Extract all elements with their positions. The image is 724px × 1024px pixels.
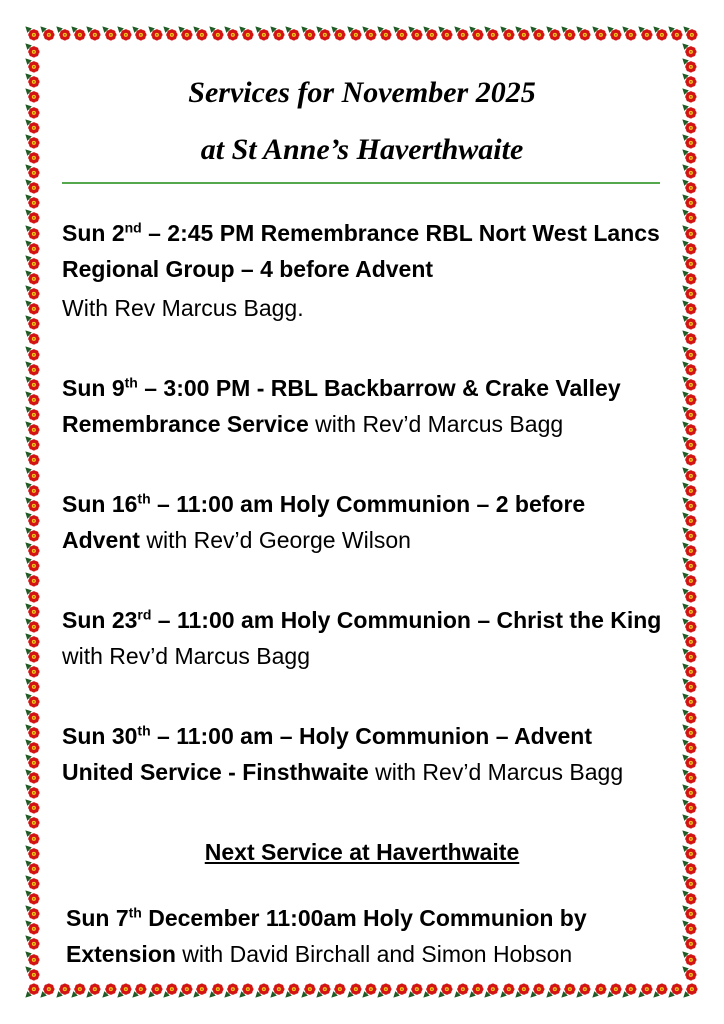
poppy-flower-icon xyxy=(25,845,40,860)
poppy-flower-icon xyxy=(40,983,55,998)
poppy-flower-icon xyxy=(668,983,683,998)
poppy-flower-icon xyxy=(682,830,697,845)
poppy-flower-icon xyxy=(56,983,71,998)
poppy-flower-icon xyxy=(546,983,561,998)
service-celebrant: with Rev’d Marcus Bagg xyxy=(62,643,310,669)
service-details: December 11:00am Holy Communion by Extension xyxy=(66,905,587,967)
poppy-flower-icon xyxy=(270,983,285,998)
poppy-flower-icon xyxy=(25,194,40,209)
poppy-flower-icon xyxy=(285,983,300,998)
poppy-flower-icon xyxy=(682,814,697,829)
poppy-flower-icon xyxy=(148,983,163,998)
poppy-flower-icon xyxy=(682,845,697,860)
service-day: Sun 7 xyxy=(66,905,129,931)
poppy-flower-icon xyxy=(682,890,697,905)
service-ordinal: th xyxy=(137,722,151,739)
poppy-flower-icon xyxy=(682,497,697,512)
poppy-flower-icon xyxy=(682,860,697,875)
title-divider-line xyxy=(62,182,660,184)
poppy-flower-icon xyxy=(682,164,697,179)
service-celebrant: with Rev’d Marcus Bagg xyxy=(368,759,624,785)
poppy-flower-icon xyxy=(25,270,40,285)
poppy-flower-icon xyxy=(682,300,697,315)
poppy-flower-icon xyxy=(25,346,40,361)
poppy-flower-icon xyxy=(682,588,697,603)
poppy-border-left xyxy=(25,43,40,981)
poppy-flower-icon xyxy=(25,104,40,119)
page-content xyxy=(62,0,662,972)
poppy-flower-icon xyxy=(682,194,697,209)
poppy-flower-icon xyxy=(25,285,40,300)
poppy-flower-icon xyxy=(682,693,697,708)
poppy-flower-icon xyxy=(25,225,40,240)
service-item-dec7 xyxy=(62,900,662,972)
poppy-flower-icon xyxy=(682,467,697,482)
poppy-flower-icon xyxy=(25,436,40,451)
poppy-flower-icon xyxy=(25,875,40,890)
service-item-nov16 xyxy=(62,486,662,558)
poppy-flower-icon xyxy=(682,951,697,966)
poppy-flower-icon xyxy=(25,119,40,134)
poppy-flower-icon xyxy=(682,663,697,678)
poppy-flower-icon xyxy=(25,739,40,754)
poppy-border-right xyxy=(682,43,697,981)
service-day: Sun 2 xyxy=(62,220,125,246)
poppy-flower-icon xyxy=(25,88,40,103)
poppy-flower-icon xyxy=(682,179,697,194)
poppy-flower-icon xyxy=(438,983,453,998)
poppy-flower-icon xyxy=(178,983,193,998)
poppy-flower-icon xyxy=(25,330,40,345)
poppy-flower-icon xyxy=(469,983,484,998)
poppy-flower-icon xyxy=(682,799,697,814)
poppy-flower-icon xyxy=(25,799,40,814)
poppy-flower-icon xyxy=(682,255,697,270)
poppy-flower-icon xyxy=(682,542,697,557)
poppy-flower-icon xyxy=(25,966,40,981)
poppy-flower-icon xyxy=(500,983,515,998)
poppy-flower-icon xyxy=(71,983,86,998)
poppy-flower-icon xyxy=(25,527,40,542)
service-ordinal: nd xyxy=(124,219,142,236)
poppy-flower-icon xyxy=(25,300,40,315)
poppy-flower-icon xyxy=(86,983,101,998)
poppy-flower-icon xyxy=(682,421,697,436)
poppy-flower-icon xyxy=(25,26,40,41)
poppy-flower-icon xyxy=(331,983,346,998)
poppy-flower-icon xyxy=(682,330,697,345)
poppy-flower-icon xyxy=(25,618,40,633)
poppy-flower-icon xyxy=(25,935,40,950)
poppy-flower-icon xyxy=(682,240,697,255)
poppy-flower-icon xyxy=(622,983,637,998)
poppy-flower-icon xyxy=(682,225,697,240)
service-day: Sun 23 xyxy=(62,607,138,633)
poppy-flower-icon xyxy=(682,270,697,285)
page-title-line1: Services for November 2025 xyxy=(188,76,536,109)
poppy-flower-icon xyxy=(25,983,40,998)
poppy-flower-icon xyxy=(682,376,697,391)
poppy-flower-icon xyxy=(25,814,40,829)
poppy-flower-icon xyxy=(682,451,697,466)
poppy-flower-icon xyxy=(408,983,423,998)
poppy-flower-icon xyxy=(683,983,698,998)
poppy-flower-icon xyxy=(682,875,697,890)
service-celebrant: with Rev’d George Wilson xyxy=(139,527,411,553)
poppy-flower-icon xyxy=(25,603,40,618)
poppy-flower-icon xyxy=(682,769,697,784)
poppy-flower-icon xyxy=(25,709,40,724)
poppy-flower-icon xyxy=(25,860,40,875)
poppy-flower-icon xyxy=(25,482,40,497)
poppy-flower-icon xyxy=(682,739,697,754)
poppy-flower-icon xyxy=(25,890,40,905)
service-item-nov9 xyxy=(62,370,662,442)
poppy-flower-icon xyxy=(682,315,697,330)
poppy-flower-icon xyxy=(25,73,40,88)
service-bold-text xyxy=(62,607,661,633)
poppy-flower-icon xyxy=(682,935,697,950)
poppy-flower-icon xyxy=(682,603,697,618)
poppy-flower-icon xyxy=(682,920,697,935)
poppy-flower-icon xyxy=(682,633,697,648)
poppy-flower-icon xyxy=(25,467,40,482)
poppy-flower-icon xyxy=(682,527,697,542)
service-item-nov2 xyxy=(62,215,662,326)
poppy-flower-icon xyxy=(25,406,40,421)
poppy-flower-icon xyxy=(40,26,55,41)
poppy-flower-icon xyxy=(682,58,697,73)
poppy-flower-icon xyxy=(25,361,40,376)
service-day: Sun 30 xyxy=(62,723,138,749)
poppy-flower-icon xyxy=(25,678,40,693)
poppy-flower-icon xyxy=(515,983,530,998)
poppy-flower-icon xyxy=(25,421,40,436)
poppy-flower-icon xyxy=(484,983,499,998)
poppy-flower-icon xyxy=(607,983,622,998)
service-day: Sun 16 xyxy=(62,491,138,517)
poppy-flower-icon xyxy=(682,436,697,451)
poppy-flower-icon xyxy=(592,983,607,998)
poppy-flower-icon xyxy=(25,58,40,73)
poppy-flower-icon xyxy=(25,315,40,330)
poppy-flower-icon xyxy=(25,724,40,739)
poppy-flower-icon xyxy=(25,134,40,149)
poppy-flower-icon xyxy=(25,633,40,648)
poppy-flower-icon xyxy=(25,784,40,799)
service-bold-text xyxy=(62,220,660,282)
poppy-flower-icon xyxy=(347,983,362,998)
poppy-flower-icon xyxy=(682,557,697,572)
poppy-flower-icon xyxy=(576,983,591,998)
poppy-flower-icon xyxy=(682,724,697,739)
service-ordinal: th xyxy=(128,904,142,921)
poppy-border-bottom xyxy=(25,983,699,998)
poppy-flower-icon xyxy=(255,983,270,998)
poppy-flower-icon xyxy=(163,983,178,998)
poppy-flower-icon xyxy=(682,905,697,920)
poppy-flower-icon xyxy=(224,983,239,998)
poppy-flower-icon xyxy=(668,26,683,41)
service-ordinal: th xyxy=(124,374,138,391)
poppy-flower-icon xyxy=(682,966,697,981)
poppy-flower-icon xyxy=(301,983,316,998)
poppy-flower-icon xyxy=(117,983,132,998)
poppy-flower-icon xyxy=(25,920,40,935)
poppy-flower-icon xyxy=(454,983,469,998)
poppy-flower-icon xyxy=(423,983,438,998)
poppy-flower-icon xyxy=(25,497,40,512)
poppy-flower-icon xyxy=(25,542,40,557)
poppy-flower-icon xyxy=(25,693,40,708)
poppy-flower-icon xyxy=(25,179,40,194)
poppy-flower-icon xyxy=(530,983,545,998)
poppy-flower-icon xyxy=(653,983,668,998)
poppy-flower-icon xyxy=(682,648,697,663)
poppy-flower-icon xyxy=(682,754,697,769)
poppy-flower-icon xyxy=(682,285,697,300)
poppy-flower-icon xyxy=(682,784,697,799)
poppy-flower-icon xyxy=(209,983,224,998)
service-item-nov23 xyxy=(62,602,662,674)
poppy-flower-icon xyxy=(25,255,40,270)
poppy-flower-icon xyxy=(25,376,40,391)
poppy-flower-icon xyxy=(25,588,40,603)
poppy-flower-icon xyxy=(682,119,697,134)
poppy-flower-icon xyxy=(25,572,40,587)
poppy-flower-icon xyxy=(682,482,697,497)
service-ordinal: th xyxy=(137,490,151,507)
poppy-flower-icon xyxy=(561,983,576,998)
poppy-flower-icon xyxy=(683,26,698,41)
service-celebrant: With Rev Marcus Bagg. xyxy=(62,295,304,321)
poppy-flower-icon xyxy=(25,240,40,255)
poppy-flower-icon xyxy=(239,983,254,998)
page-title-line2: at St Anne’s Haverthwaite xyxy=(200,133,524,166)
service-ordinal: rd xyxy=(137,606,152,623)
poppy-flower-icon xyxy=(25,830,40,845)
poppy-flower-icon xyxy=(25,391,40,406)
poppy-flower-icon xyxy=(25,209,40,224)
poppy-flower-icon xyxy=(25,663,40,678)
service-celebrant: with Rev’d Marcus Bagg xyxy=(308,411,564,437)
poppy-flower-icon xyxy=(25,43,40,58)
poppy-flower-icon xyxy=(682,73,697,88)
poppy-flower-icon xyxy=(193,983,208,998)
poppy-flower-icon xyxy=(682,572,697,587)
poppy-flower-icon xyxy=(682,88,697,103)
poppy-flower-icon xyxy=(682,391,697,406)
service-details: – 3:00 PM - RBL Backbarrow & Crake Valley Remembrance Service xyxy=(62,375,621,437)
poppy-flower-icon xyxy=(362,983,377,998)
poppy-flower-icon xyxy=(682,209,697,224)
service-details: – 11:00 am Holy Communion – 2 before Advent xyxy=(62,491,586,553)
poppy-flower-icon xyxy=(377,983,392,998)
poppy-flower-icon xyxy=(25,164,40,179)
poppy-flower-icon xyxy=(682,512,697,527)
poppy-flower-icon xyxy=(25,648,40,663)
poppy-flower-icon xyxy=(25,451,40,466)
poppy-flower-icon xyxy=(682,43,697,58)
poppy-flower-icon xyxy=(638,983,653,998)
poppy-flower-icon xyxy=(25,754,40,769)
poppy-flower-icon xyxy=(682,618,697,633)
poppy-flower-icon xyxy=(682,346,697,361)
service-details: – 11:00 am – Holy Communion – Advent United Service - Finsthwaite xyxy=(62,723,593,785)
poppy-flower-icon xyxy=(25,951,40,966)
poppy-flower-icon xyxy=(25,769,40,784)
poppy-flower-icon xyxy=(682,134,697,149)
service-day: Sun 9 xyxy=(62,375,125,401)
poppy-flower-icon xyxy=(102,983,117,998)
poppy-flower-icon xyxy=(316,983,331,998)
service-details: – 11:00 am Holy Communion – Christ the King xyxy=(151,607,662,633)
poppy-flower-icon xyxy=(132,983,147,998)
poppy-flower-icon xyxy=(25,512,40,527)
service-celebrant: with David Birchall and Simon Hobson xyxy=(175,941,573,967)
poppy-flower-icon xyxy=(393,983,408,998)
service-details: – 2:45 PM Remembrance RBL Nort West Lancs Regional Group – 4 before Advent xyxy=(62,220,660,282)
poppy-flower-icon xyxy=(25,149,40,164)
poppy-flower-icon xyxy=(682,709,697,724)
next-service-heading: Next Service at Haverthwaite xyxy=(204,839,520,865)
poppy-flower-icon xyxy=(682,361,697,376)
poppy-flower-icon xyxy=(25,557,40,572)
service-item-nov30 xyxy=(62,718,662,790)
poppy-flower-icon xyxy=(682,104,697,119)
poppy-flower-icon xyxy=(25,905,40,920)
poppy-flower-icon xyxy=(682,678,697,693)
poppy-flower-icon xyxy=(682,406,697,421)
poppy-flower-icon xyxy=(682,149,697,164)
